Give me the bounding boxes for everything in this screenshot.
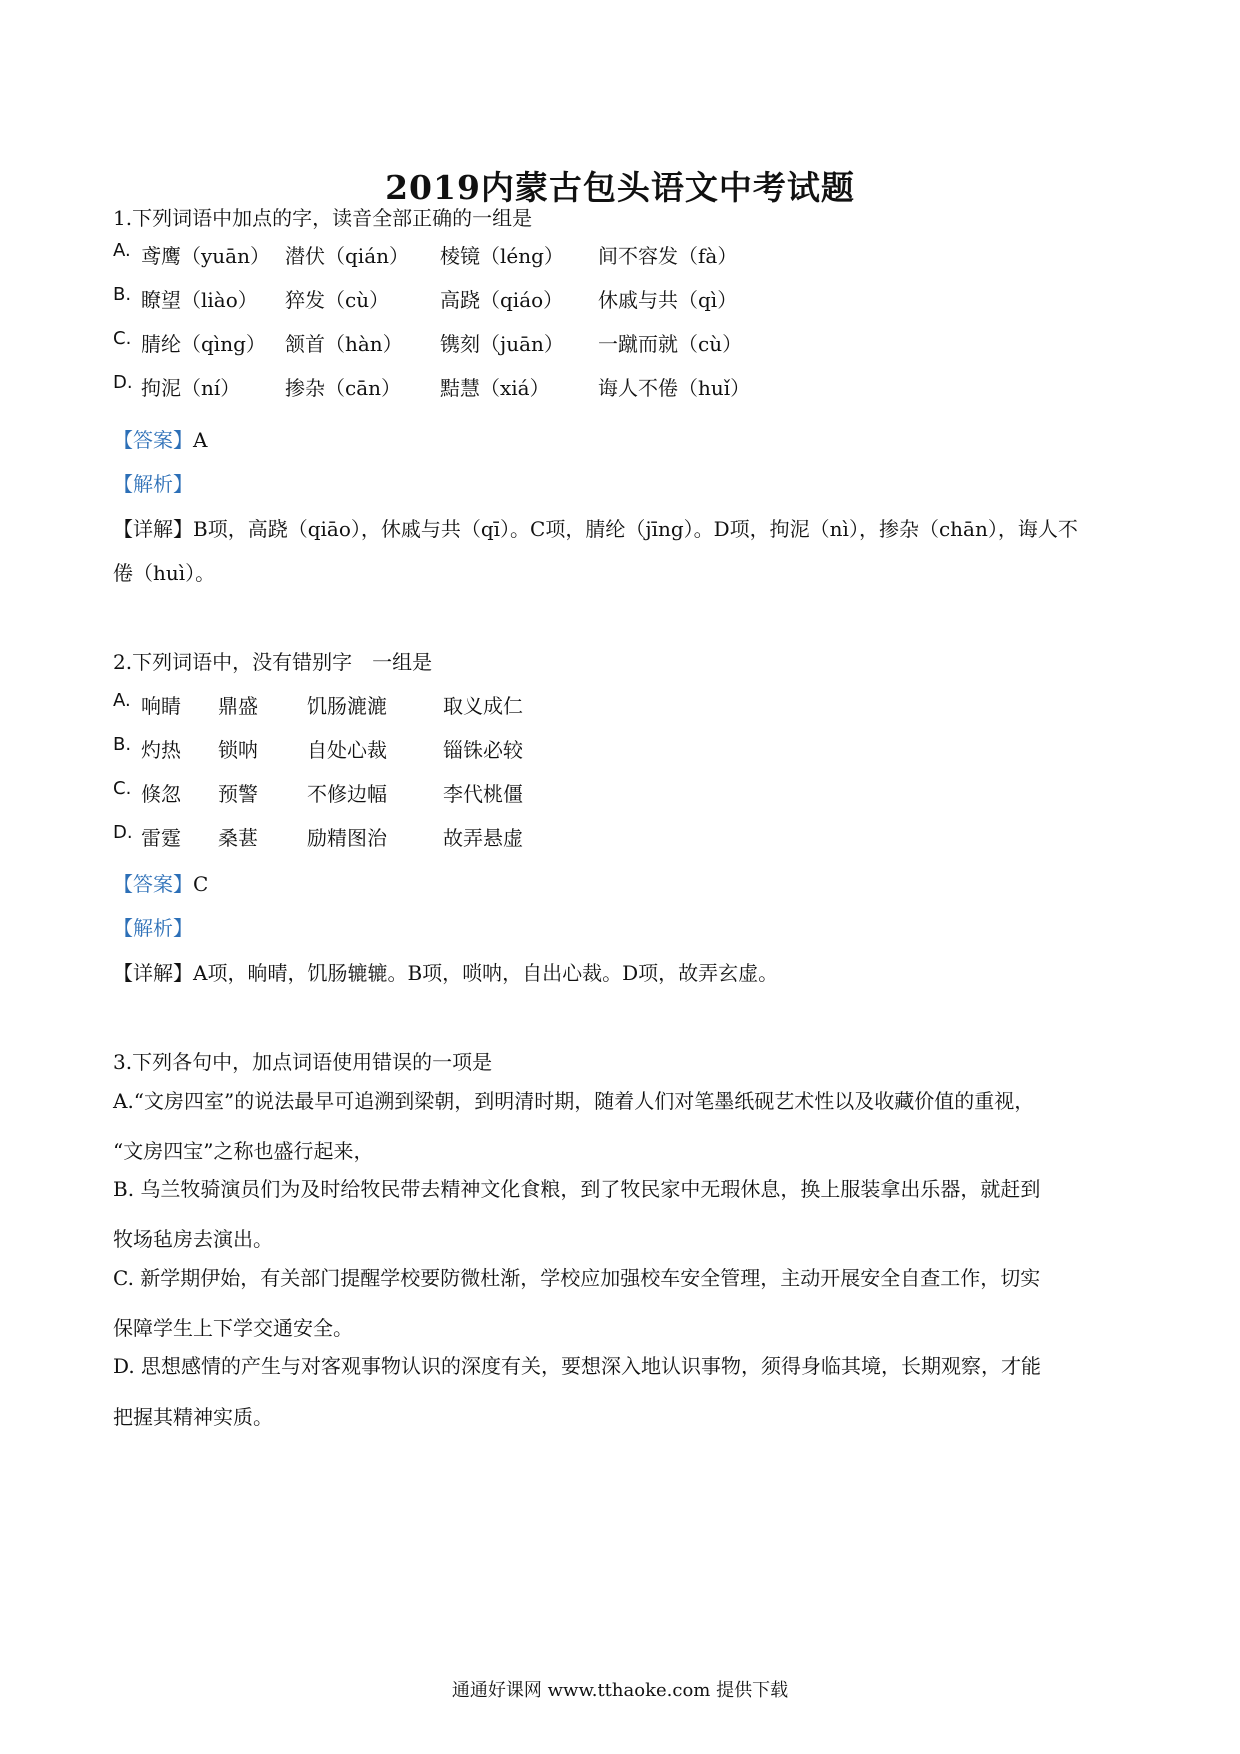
q1-detail-line-2: 倦（huì）。 — [113, 561, 216, 585]
q3-option-c-line-1: C. 新学期伊始，有关部门提醒学校要防微杜渐，学校应加强校车安全管理，主动开展安全自查工作，切实 — [113, 1266, 1041, 1290]
question-3-stem: 3.下列各句中，加点词语使用错误的一项是 — [113, 1050, 493, 1074]
question-2-stem: 2.下列词语中，没有错别字 一组是 — [113, 650, 433, 674]
option-item: 不修边幅 — [307, 782, 387, 806]
option-item: 诲人不倦（huǐ） — [598, 376, 751, 400]
answer-tag: 【答案】 — [113, 428, 193, 452]
option-label: D. — [113, 372, 133, 393]
option-label: C. — [113, 328, 132, 349]
option-item: 一蹴而就（cù） — [598, 332, 743, 356]
option-item: 拘泥（ní） — [141, 376, 241, 400]
option-item: 黠慧（xiá） — [440, 376, 550, 400]
option-item: 瞭望（liào） — [141, 288, 258, 312]
answer-value: C — [193, 872, 209, 896]
option-item: 取义成仁 — [443, 694, 523, 718]
option-label: B. — [113, 284, 132, 305]
option-item: 自处心裁 — [307, 738, 387, 762]
q3-option-c-line-2: 保障学生上下学交通安全。 — [113, 1316, 353, 1340]
option-item: 励精图治 — [307, 826, 387, 850]
answer-value: A — [193, 428, 208, 452]
q2-detail-line-1: 【详解】A项，晌晴，饥肠辘辘。B项，唢呐，自出心裁。D项，故弄玄虚。 — [113, 961, 779, 985]
option-item: 响睛 — [141, 694, 181, 718]
option-item: 镌刻（juān） — [440, 332, 564, 356]
page-footer: 通通好课网 www.tthaoke.com 提供下载 — [451, 1680, 789, 1701]
q3-option-b-line-1: B. 乌兰牧骑演员们为及时给牧民带去精神文化食粮，到了牧民家中无瑕休息，换上服装拿出乐器，就赶到 — [113, 1177, 1041, 1201]
option-label: D. — [113, 822, 133, 843]
q3-option-d-line-2: 把握其精神实质。 — [113, 1405, 273, 1429]
option-item: 灼热 — [141, 738, 181, 762]
q3-option-d-line-1: D. 思想感情的产生与对客观事物认识的深度有关，要想深入地认识事物，须得身临其境，长期观察，才能 — [113, 1354, 1042, 1378]
q3-option-a-line-2: “文房四宝”之称也盛行起来， — [113, 1139, 374, 1163]
q1-analysis-tag: 【解析】 — [113, 472, 193, 496]
option-item: 锱铢必较 — [443, 738, 523, 762]
option-item: 腈纶（qìng） — [141, 332, 266, 356]
option-label: A. — [113, 690, 131, 711]
option-label: B. — [113, 734, 132, 755]
option-item: 故弄悬虚 — [443, 826, 523, 850]
option-label: A. — [113, 240, 131, 261]
option-item: 饥肠漉漉 — [307, 694, 387, 718]
q1-answer — [113, 424, 207, 453]
option-item: 李代桃僵 — [443, 782, 523, 806]
option-item: 锁呐 — [218, 738, 258, 762]
question-1-stem: 1.下列词语中加点的字，读音全部正确的一组是 — [113, 206, 533, 230]
option-item: 休戚与共（qì） — [598, 288, 738, 312]
option-label: C. — [113, 778, 132, 799]
q3-option-b-line-2: 牧场毡房去演出。 — [113, 1227, 273, 1251]
q2-answer — [113, 868, 208, 897]
option-item: 倏忽 — [141, 782, 181, 806]
option-item: 潜伏（qián） — [285, 244, 410, 268]
option-item: 高跷（qiáo） — [440, 288, 564, 312]
option-item: 鼎盛 — [218, 694, 258, 718]
option-item: 预警 — [218, 782, 258, 806]
answer-tag: 【答案】 — [113, 872, 193, 896]
page-title: 2019内蒙古包头语文中考试题 — [385, 168, 855, 207]
option-item: 桑葚 — [218, 826, 258, 850]
option-item: 颔首（hàn） — [285, 332, 403, 356]
q1-detail-line-1: 【详解】B项，高跷（qiāo），休戚与共（qī）。C项，腈纶（jīng）。D项，拘泥（nì），掺杂（chān），诲人不 — [113, 517, 1078, 541]
option-item: 猝发（cù） — [285, 288, 390, 312]
option-item: 鸢鹰（yuān） — [141, 244, 270, 268]
option-item: 棱镜（léng） — [440, 244, 564, 268]
q3-option-a-line-1: A.“文房四室”的说法最早可追溯到梁朝，到明清时期，随着人们对笔墨纸砚艺术性以及收藏价值的重视， — [113, 1089, 1035, 1113]
q2-analysis-tag: 【解析】 — [113, 916, 193, 940]
option-item: 掺杂（cān） — [285, 376, 402, 400]
option-item: 间不容发（fà） — [598, 244, 738, 268]
option-item: 雷霆 — [141, 826, 181, 850]
